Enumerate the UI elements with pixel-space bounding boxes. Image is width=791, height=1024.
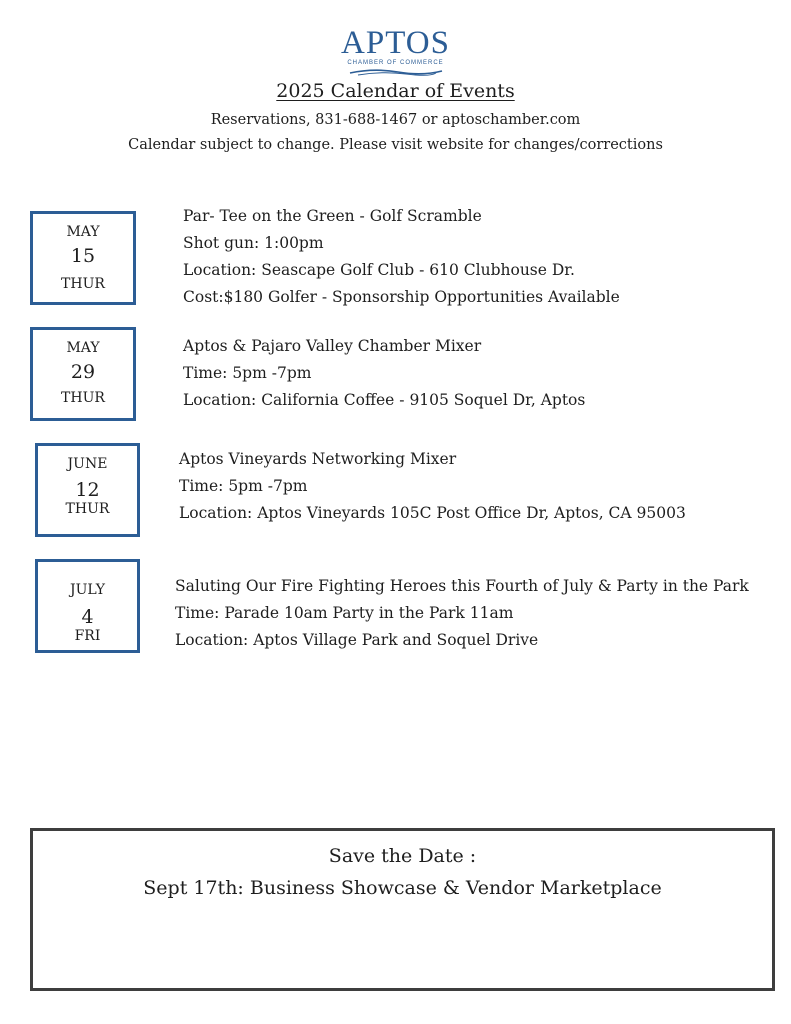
date-month: MAY bbox=[66, 224, 100, 240]
save-the-date-box bbox=[30, 828, 775, 991]
date-day: 4 bbox=[81, 606, 94, 628]
event-line: Location: Seascape Golf Club - 610 Clubhouse Dr. bbox=[183, 261, 575, 279]
aptos-logo bbox=[0, 26, 791, 76]
date-month: MAY bbox=[66, 340, 100, 356]
event-line: Location: Aptos Village Park and Soquel Drive bbox=[175, 631, 539, 649]
date-month: JULY bbox=[69, 582, 106, 598]
event-line: Time: 5pm -7pm bbox=[179, 477, 308, 495]
event-details bbox=[175, 573, 749, 654]
page-title: 2025 Calendar of Events bbox=[276, 80, 515, 102]
date-badge bbox=[30, 211, 136, 305]
event-details bbox=[183, 203, 620, 311]
date-badge bbox=[35, 443, 140, 537]
event-line: Location: Aptos Vineyards 105C Post Office Dr, Aptos, CA 95003 bbox=[179, 504, 686, 522]
reservations-info: Reservations, 831-688-1467 or aptoschamber.com bbox=[210, 112, 581, 128]
logo-wordmark: APTOS bbox=[341, 25, 450, 61]
save-the-date-text: Sept 17th: Business Showcase & Vendor Marketplace bbox=[143, 877, 662, 899]
event-line: Shot gun: 1:00pm bbox=[183, 234, 324, 252]
date-month: JUNE bbox=[67, 456, 108, 472]
event-title: Aptos & Pajaro Valley Chamber Mixer bbox=[183, 337, 482, 355]
date-badge bbox=[35, 559, 140, 653]
event-title: Par- Tee on the Green - Golf Scramble bbox=[183, 207, 482, 225]
date-weekday: THUR bbox=[61, 390, 105, 406]
date-day: 15 bbox=[70, 245, 96, 267]
event-title: Aptos Vineyards Networking Mixer bbox=[179, 450, 457, 468]
calendar-note: Calendar subject to change. Please visit website for changes/corrections bbox=[128, 137, 663, 153]
event-details bbox=[179, 446, 686, 527]
event-line: Cost:$180 Golfer - Sponsorship Opportunities Available bbox=[183, 288, 620, 306]
date-badge bbox=[30, 327, 136, 421]
event-details bbox=[183, 333, 585, 414]
save-the-date-heading: Save the Date : bbox=[328, 845, 477, 867]
event-line: Location: California Coffee - 9105 Soquel Dr, Aptos bbox=[183, 391, 586, 409]
date-weekday: THUR bbox=[61, 276, 105, 292]
wave-icon bbox=[348, 68, 444, 76]
event-line: Time: 5pm -7pm bbox=[183, 364, 312, 382]
event-line: Time: Parade 10am Party in the Park 11am bbox=[175, 604, 514, 622]
event-title: Saluting Our Fire Fighting Heroes this Fourth of July & Party in the Park bbox=[175, 577, 749, 595]
date-weekday: THUR bbox=[65, 501, 110, 517]
date-weekday: FRI bbox=[74, 628, 101, 644]
date-day: 29 bbox=[70, 361, 96, 383]
date-day: 12 bbox=[75, 479, 100, 501]
logo-subtitle: CHAMBER OF COMMERCE bbox=[347, 60, 444, 66]
